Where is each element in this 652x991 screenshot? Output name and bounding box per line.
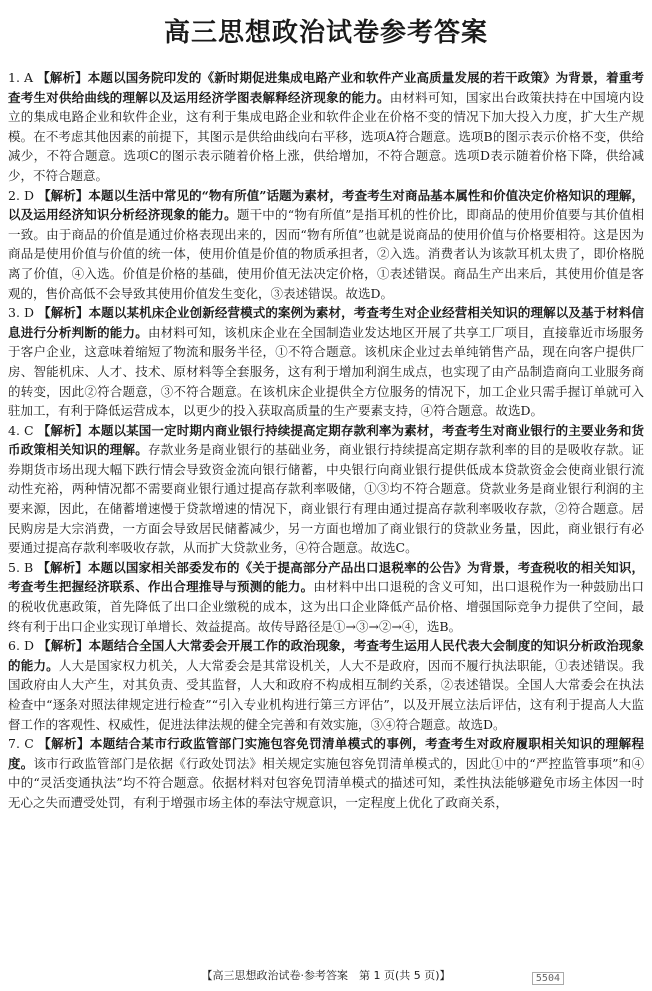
answer-number: 6. D	[8, 638, 35, 654]
answer-lead: 本题以国务院印发的《新时期促进集成电路产业和软件产业高质量发展的若干政策》为背景，着重考查考生对供给曲线的理解以及运用经济学图表解释经济现象的能力。	[8, 70, 644, 105]
answer-body: 题干中的“物有所值”是指耳机的性价比，即商品的使用价值要与其价值相一致。由于商品的价值是通过价格表现出来的，因而“物有所值”也就是说商品的使用价值与价格要相符。这是因为商品是使用价值与价值的统一体，使用价值是价值的物质承担者，②入选。消费者认为该款耳机太贵了，即价格脱离了价值，④入选。价值是价格的基础，使用价值无法决定价格，①表述错误。商品生产出来后，其使用价值是客观的，售价高低不会导致其使用价值发生变化，③表述错误。故选D。	[8, 207, 644, 301]
answer-number: 1. A	[8, 70, 34, 85]
answer-lead: 本题以国家相关部委发布的《关于提高部分产品出口退税率的公告》为背景，考查税收的相关知识，考查考生把握经济联系、作出合理推导与预测的能力。	[8, 559, 644, 595]
answer-item-4	[8, 421, 644, 558]
answer-lead: 本题结合某市行政监管部门实施包容免罚清单模式的事例，考查考生对政府履职相关知识的理解程度。	[8, 736, 644, 771]
answer-body: 该市行政监管部门是依据《行政处罚法》相关规定实施包容免罚清单模式的，因此①中的“严控监管事项”和④中的“灵活变通执法”均不符合题意。依据材料对包容免罚清单模式的描述可知，柔性执法能够避免市场主体因一时无心之失而遭受处罚，有利于增强市场主体的奉法守规意识，一定程度上优化了政商关系，	[8, 755, 644, 810]
page-footer: 【高三思想政治试卷·参考答案 第 1 页(共 5 页)】	[201, 969, 451, 982]
answer-number: 7. C	[8, 736, 34, 752]
analysis-tag: 【解析】	[38, 187, 89, 203]
answer-body: 存款业务是商业银行的基础业务，商业银行持续提高定期存款利率的目的是吸收存款。证券期货市场出现大幅下跌行情会导致资金流向银行储蓄，中央银行向商业银行提供低成本贷款资金会使商业银行流动性充裕，两种情况都不需要商业银行通过提高存款利率吸储，①③均不符合题意。贷款业务是商业银行利润的主要来源，因此，在储蓄增速慢于贷款增速的情况下，商业银行有理由通过提高存款利率吸收存款，②符合题意。居民购房是大宗消费，一方面会导致居民储蓄减少，另一方面也增加了商业银行的贷款业务量，因此，商业银行有必要通过提高存款利率吸收存款，从而扩大贷款业务，④符合题意。故选C。	[8, 442, 644, 556]
analysis-tag: 【解析】	[37, 422, 89, 438]
answer-body: 人大是国家权力机关，人大常委会是其常设机关，人大不是政府，因而不履行执法职能，①表述错误。我国政府由人大产生，对其负责、受其监督，人大和政府不构成相互制约关系，②表述错误。全国人大常委会在执法检查中“逐条对照法律规定进行检查”“引入专业机构进行第三方评估”，以及开展立法后评估，这有利于提高人大监督工作的客观性、权威性，促进法律法规的健全完善和有效实施，③④符合题意。故选D。	[8, 657, 644, 732]
answer-body: 由材料可知，国家出台政策扶持在中国境内设立的集成电路企业和软件企业，这有利于集成电路企业和软件企业在价格不变的情况下加大投入力度，扩大生产规模。在不考虑其他因素的前提下，其图示是供给曲线向右平移，选项A符合题意。选项B的图示表示价格不变，供给减少，不符合题意。选项C的图示表示随着价格上涨，供给增加，不符合题意。选项D表示随着价格下降，供给减少，不符合题意。	[8, 89, 644, 183]
answer-number: 3. D	[8, 305, 35, 321]
analysis-tag: 【解析】	[37, 559, 88, 575]
answer-item-3	[8, 303, 644, 421]
answer-item-7	[8, 734, 644, 812]
answer-number: 2. D	[8, 187, 35, 203]
answer-lead: 本题以生活中常见的“物有所值”话题为素材，考查考生对商品基本属性和价值决定价格知识的理解，以及运用经济知识分析经济现象的能力。	[8, 187, 644, 223]
analysis-tag: 【解析】	[38, 305, 89, 321]
answer-number: 4. C	[8, 422, 34, 438]
answer-lead: 本题以某机床企业创新经营模式的案例为素材，考查考生对企业经营相关知识的理解以及基于材料信息进行分析判断的能力。	[8, 305, 644, 340]
analysis-tag: 【解析】	[38, 638, 89, 654]
answer-number: 5. B	[8, 559, 34, 575]
answer-lead: 本题以某国一定时期内商业银行持续提高定期存款利率为素材，考查考生对商业银行的主要业务和货币政策相关知识的理解。	[8, 422, 644, 458]
answer-body: 由材料可知，该机床企业在全国制造业发达地区开展了共享工厂项目，直接靠近市场服务于客户企业，这意味着缩短了物流和服务半径，①不符合题意。该机床企业过去单纯销售产品，现在向客户提供厂房、智能机床、人才、技术、原材料等全套服务，这有利于增加利润生成点，也实现了由产品制造商向工业服务商的转变，因此②符合题意，③不符合题意。在该机床企业提供全方位服务的情况下，加工企业只需手握订单就可入驻加工，有利于降低运营成本，以更少的投入获取高质量的生产要素支持，④符合题意。故选D。	[8, 324, 644, 419]
answer-item-1	[8, 68, 644, 186]
analysis-tag: 【解析】	[37, 70, 88, 85]
page-title: 高三思想政治试卷参考答案	[163, 18, 488, 48]
answer-list	[8, 68, 644, 813]
analysis-tag: 【解析】	[38, 736, 90, 752]
answer-item-2	[8, 186, 644, 304]
answer-lead: 本题结合全国人大常委会开展工作的政治现象，考查考生运用人民代表大会制度的知识分析政治现象的能力。	[8, 638, 644, 673]
answer-item-6	[8, 636, 644, 734]
answer-body: 由材料中出口退税的含义可知，出口退税作为一种鼓励出口的税收优惠政策，首先降低了出口企业缴税的成本，这为出口企业降低产品价格、增强国际竞争力提供了空间，最终有利于出口企业实现订单增长、效益提高。故传导路径是①→③→②→④，选B。	[8, 579, 644, 634]
document-code: 5504	[532, 972, 564, 985]
answer-item-5	[8, 558, 644, 636]
